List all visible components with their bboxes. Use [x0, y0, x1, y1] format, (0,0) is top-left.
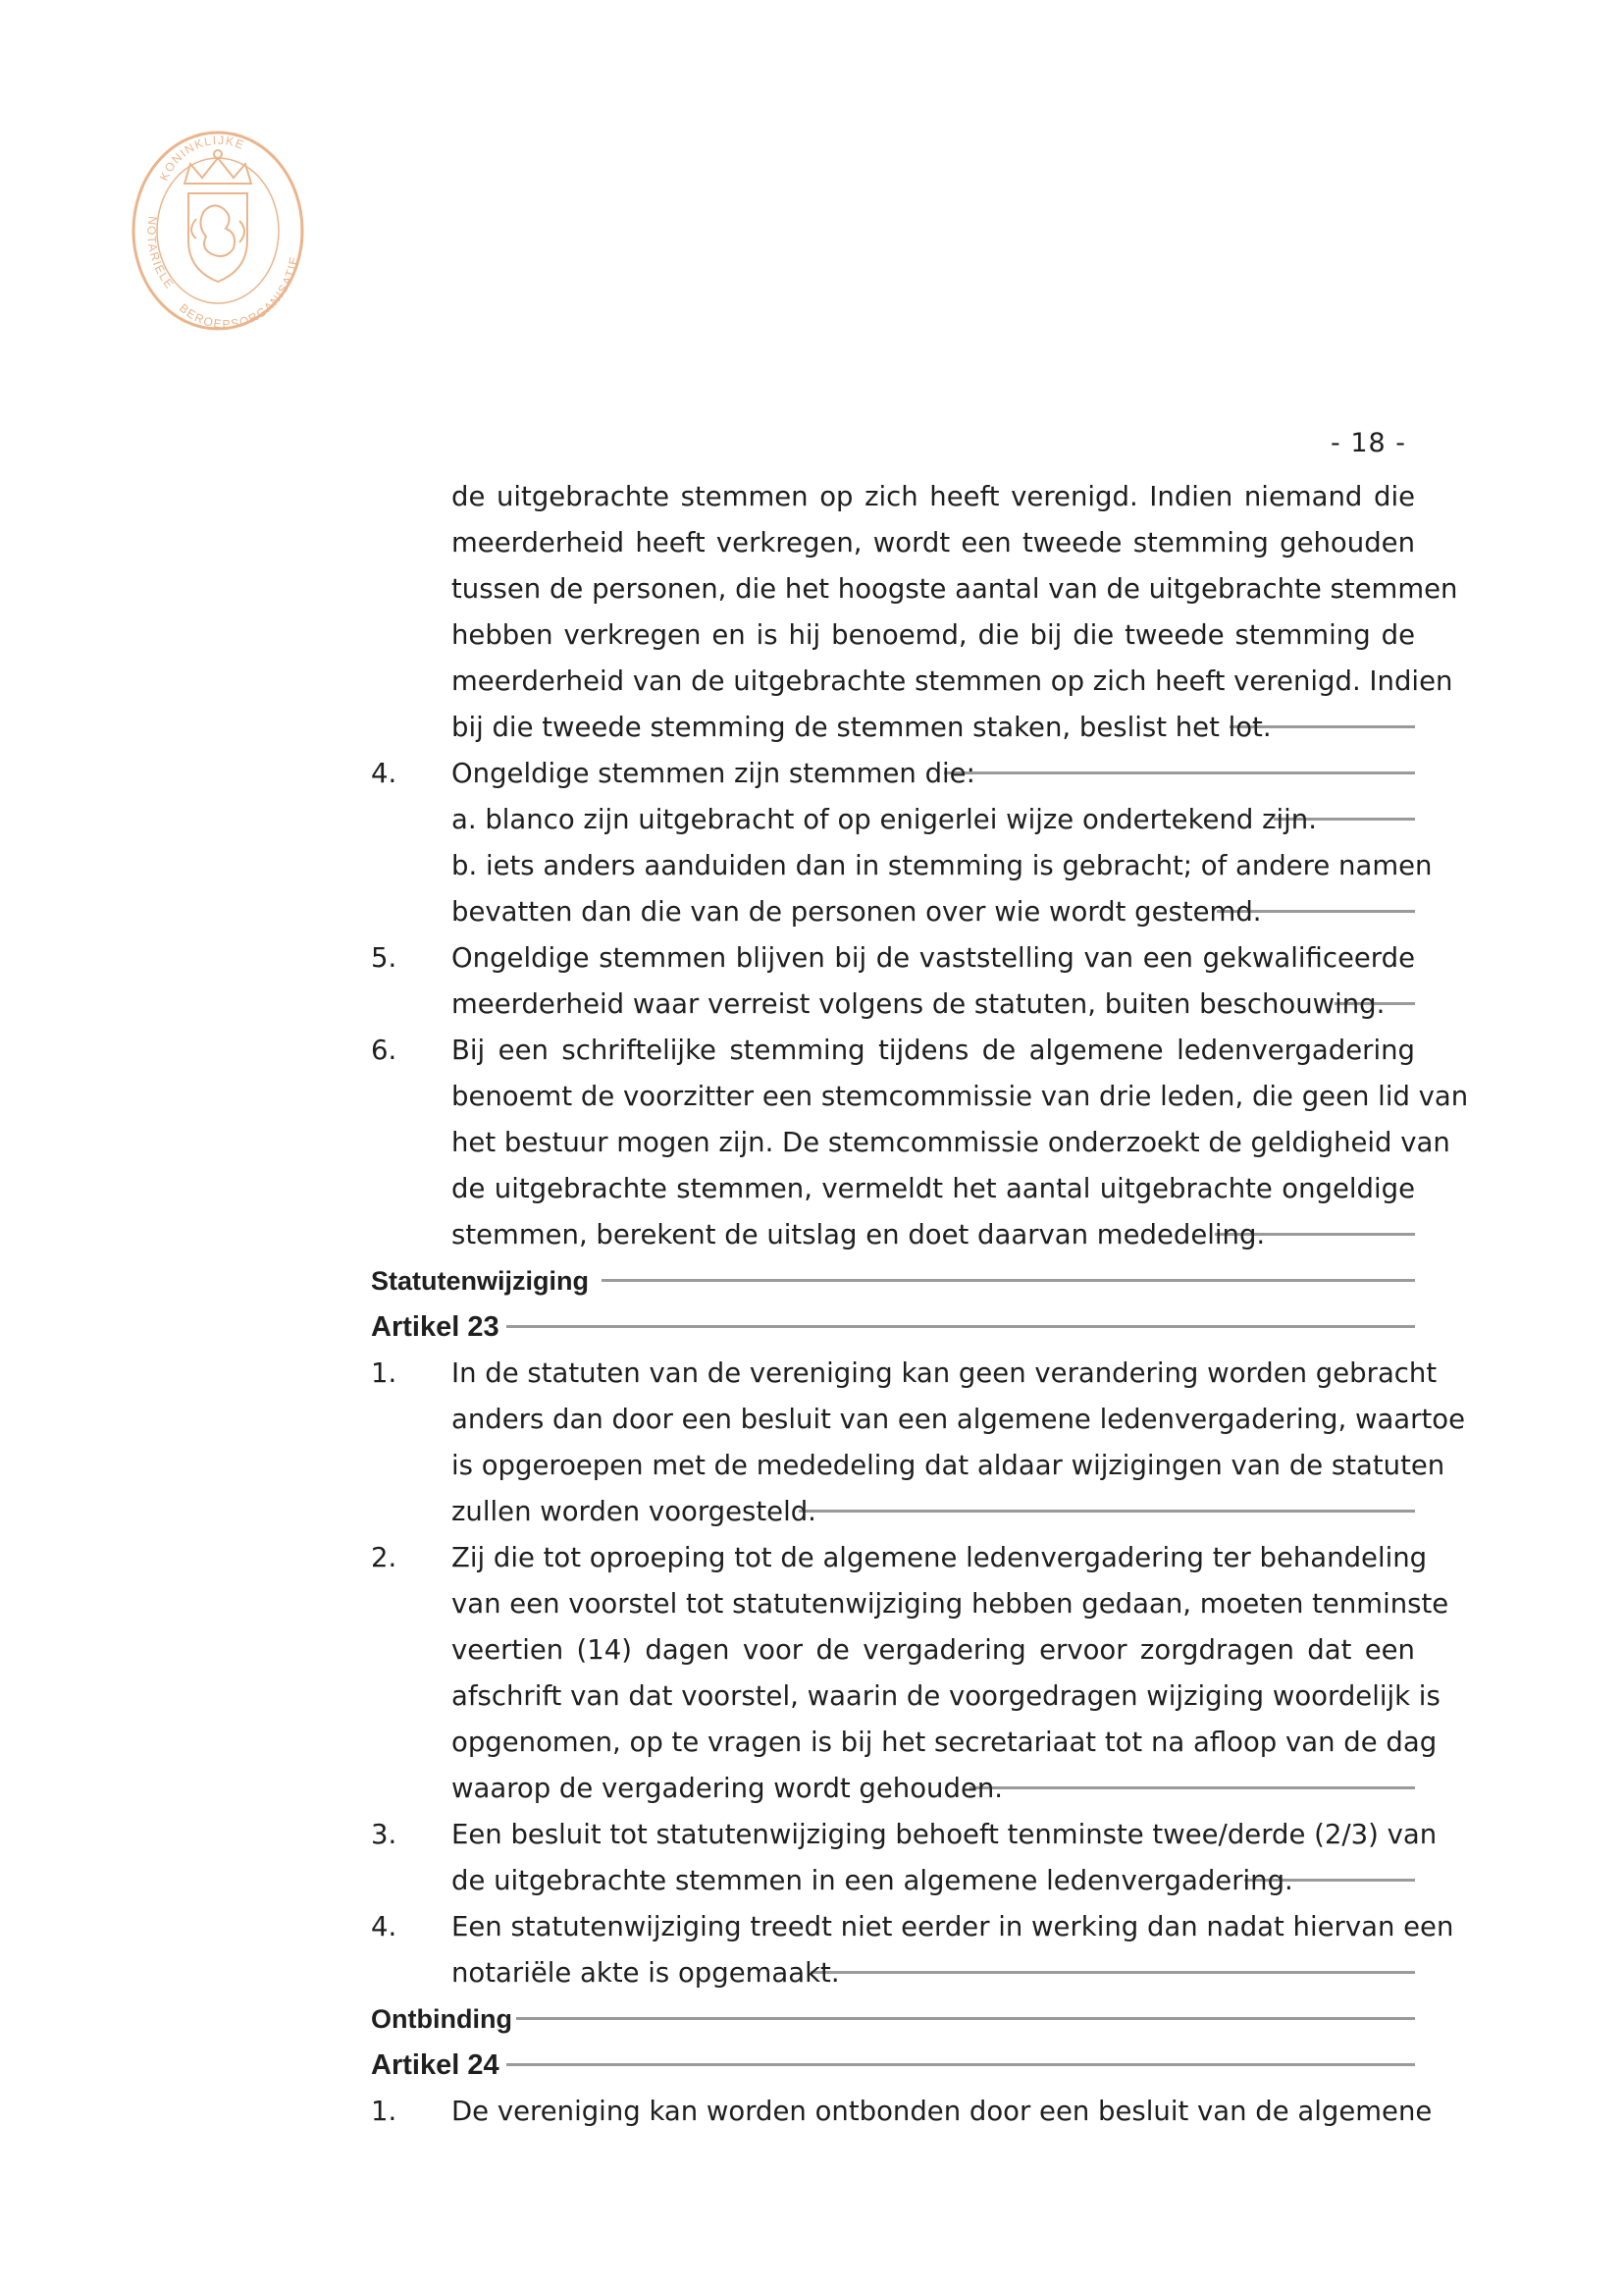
text-line: stemmen, berekent de uitslag en doet daarvan mededeling.	[451, 1219, 1266, 1250]
text-line: zullen worden voorgesteld.	[451, 1496, 816, 1527]
fill-line	[944, 771, 1415, 774]
fill-line	[506, 2063, 1415, 2066]
text-line: meerderheid waar verreist volgens de statuten, buiten beschouwing.	[451, 988, 1386, 1020]
list-number: 3.	[371, 1819, 397, 1850]
text-line: het bestuur mogen zijn. De stemcommissie onderzoekt de geldigheid van	[451, 1127, 1450, 1158]
text-line: opgenomen, op te vragen is bij het secretariaat tot na afloop van de dag	[451, 1727, 1438, 1758]
text-line: van een voorstel tot statutenwijziging hebben gedaan, moeten tenminste	[451, 1588, 1449, 1620]
text-line: tussen de personen, die het hoogste aantal van de uitgebrachte stemmen	[451, 573, 1458, 605]
text-line: benoemt de voorzitter een stemcommissie van drie leden, die geen lid van	[451, 1081, 1469, 1112]
text-line: bevatten dan die van de personen over wie wordt gestemd.	[451, 896, 1262, 928]
seal-top-text: KONINKLIJKE	[156, 133, 247, 184]
text-line: a. blanco zijn uitgebracht of op enigerlei wijze ondertekend zijn.	[451, 804, 1317, 835]
article-heading: Artikel 24	[371, 2049, 499, 2081]
text-line: Een besluit tot statutenwijziging behoeft tenminste twee/derde (2/3) van	[451, 1819, 1438, 1850]
text-line: de uitgebrachte stemmen in een algemene ledenvergadering.	[451, 1865, 1293, 1896]
text-line: de uitgebrachte stemmen op zich heeft verenigd. Indien niemand die	[451, 481, 1415, 512]
list-number: 1.	[371, 2096, 397, 2127]
text-line: meerderheid van de uitgebrachte stemmen op zich heeft verenigd. Indien	[451, 665, 1453, 697]
text-line: de uitgebrachte stemmen, vermeldt het aantal uitgebrachte ongeldige	[451, 1173, 1415, 1204]
fill-line	[799, 1510, 1415, 1513]
text-line: Ongeldige stemmen zijn stemmen die:	[451, 758, 975, 789]
list-number: 5.	[371, 942, 397, 974]
list-number: 2.	[371, 1542, 397, 1573]
text-line: Een statutenwijziging treedt niet eerder in werking dan nadat hiervan een	[451, 1911, 1454, 1942]
text-line: bij die tweede stemming de stemmen staken, beslist het lot.	[451, 712, 1272, 743]
list-number: 1.	[371, 1357, 397, 1389]
seal-bottom-text: BEROEPSORGANISATIE	[176, 254, 301, 332]
page-number: - 18 -	[1331, 428, 1407, 458]
text-line: is opgeroepen met de mededeling dat aldaar wijzigingen van de statuten	[451, 1450, 1445, 1481]
list-number: 4.	[371, 758, 397, 789]
text-line: afschrift van dat voorstel, waarin de voorgedragen wijziging woordelijk is	[451, 1680, 1441, 1712]
text-line: anders dan door een besluit van een algemene ledenvergadering, waartoe	[451, 1404, 1465, 1435]
fill-line	[602, 1279, 1415, 1282]
text-line: Ongeldige stemmen blijven bij de vaststelling van een gekwalificeerde	[451, 942, 1415, 974]
text-line: notariële akte is opgemaakt.	[451, 1957, 840, 1989]
seal-left-text: NOTARIËLE	[144, 215, 178, 292]
fill-line	[811, 1971, 1415, 1974]
fill-line	[516, 2017, 1415, 2020]
text-line: meerderheid heeft verkregen, wordt een tweede stemming gehouden	[451, 527, 1415, 558]
list-number: 6.	[371, 1035, 397, 1066]
article-heading: Artikel 23	[371, 1311, 499, 1343]
fill-line	[969, 1786, 1415, 1789]
text-line: Bij een schriftelijke stemming tijdens de algemene ledenvergadering	[451, 1035, 1415, 1066]
text-line: veertien (14) dagen voor de vergadering ervoor zorgdragen dat een	[451, 1634, 1415, 1666]
section-heading: Statutenwijziging	[371, 1266, 589, 1296]
text-line: De vereniging kan worden ontbonden door een besluit van de algemene	[451, 2096, 1433, 2127]
text-line: hebben verkregen en is hij benoemd, die bij die tweede stemming de	[451, 619, 1415, 651]
section-heading: Ontbinding	[371, 2004, 512, 2034]
text-line: b. iets anders aanduiden dan in stemming is gebracht; of andere namen	[451, 850, 1433, 881]
text-line: Zij die tot oproeping tot de algemene ledenvergadering ter behandeling	[451, 1542, 1428, 1573]
text-line: waarop de vergadering wordt gehouden.	[451, 1773, 1004, 1804]
fill-line	[506, 1325, 1415, 1328]
text-line: In de statuten van de vereniging kan geen verandering worden gebracht	[451, 1357, 1438, 1389]
list-number: 4.	[371, 1911, 397, 1942]
